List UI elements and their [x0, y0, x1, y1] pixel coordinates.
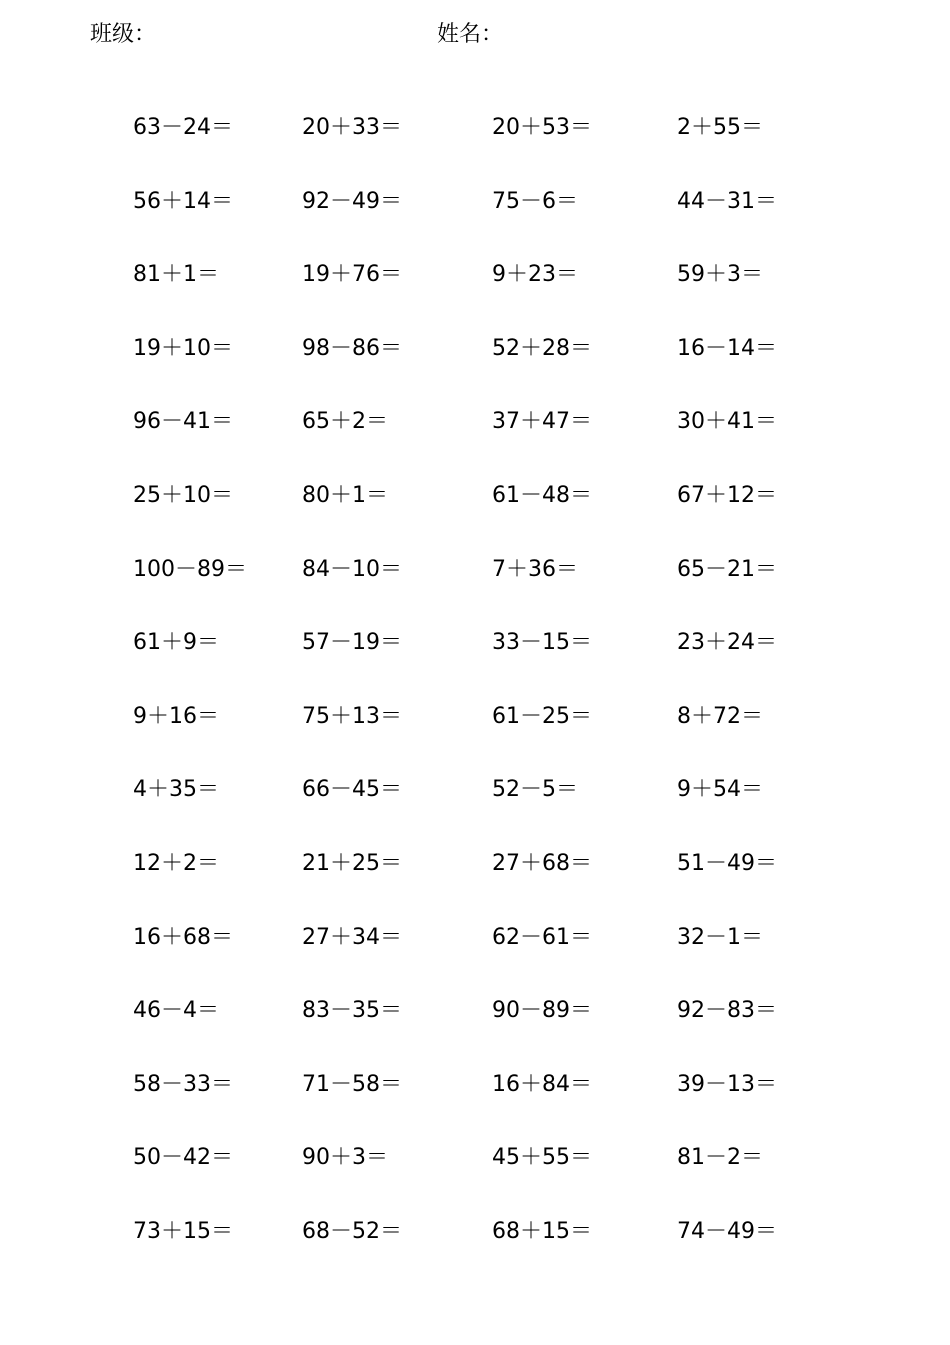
math-problem: 30＋41＝	[677, 409, 777, 435]
math-problem: 51－49＝	[677, 850, 777, 876]
math-problem: 83－35＝	[302, 998, 402, 1024]
math-problem: 27＋68＝	[492, 850, 592, 876]
math-problem: 16＋84＝	[492, 1071, 592, 1097]
math-problem: 9＋23＝	[492, 262, 578, 288]
math-problem: 39－13＝	[677, 1071, 777, 1097]
math-problem: 90＋3＝	[302, 1145, 388, 1171]
math-problem: 63－24＝	[133, 115, 233, 140]
math-problem: 20＋33＝	[302, 115, 402, 140]
math-problem: 59＋3＝	[677, 262, 763, 288]
math-problem: 74－49＝	[677, 1218, 777, 1244]
math-problem: 84－10＝	[302, 556, 402, 582]
math-problem: 2＋55＝	[677, 115, 763, 140]
math-problem: 21＋25＝	[302, 850, 402, 876]
math-problem: 19＋10＝	[133, 335, 233, 361]
math-problem: 52－5＝	[492, 777, 578, 803]
math-problem: 52＋28＝	[492, 335, 592, 361]
math-problem: 25＋10＝	[133, 482, 233, 508]
math-problem: 90－89＝	[492, 998, 592, 1024]
math-problem: 16＋68＝	[133, 924, 233, 950]
math-problem: 50－42＝	[133, 1145, 233, 1171]
math-problem: 92－49＝	[302, 188, 402, 214]
math-problem: 33－15＝	[492, 630, 592, 656]
name-label: 姓名：	[437, 22, 504, 47]
math-problem: 56＋14＝	[133, 188, 233, 214]
math-problem: 23＋24＝	[677, 630, 777, 656]
math-problem: 96－41＝	[133, 409, 233, 435]
math-problem: 98－86＝	[302, 335, 402, 361]
math-problem: 81－2＝	[677, 1145, 763, 1171]
math-problem: 65－21＝	[677, 556, 777, 582]
math-problem: 66－45＝	[302, 777, 402, 803]
math-problem: 9＋54＝	[677, 777, 763, 803]
math-problem: 73＋15＝	[133, 1218, 233, 1244]
class-label: 班级：	[90, 22, 157, 47]
math-problem: 32－1＝	[677, 924, 763, 950]
math-problem: 68－52＝	[302, 1218, 402, 1244]
math-problem: 81＋1＝	[133, 262, 219, 288]
math-problem: 7＋36＝	[492, 556, 578, 582]
math-problem: 61－25＝	[492, 703, 592, 729]
math-problem: 16－14＝	[677, 335, 777, 361]
math-problem: 46－4＝	[133, 998, 219, 1024]
math-problem: 19＋76＝	[302, 262, 402, 288]
math-problem: 27＋34＝	[302, 924, 402, 950]
math-problem: 100－89＝	[133, 556, 247, 582]
math-problem: 65＋2＝	[302, 409, 388, 435]
math-problem: 61－48＝	[492, 482, 592, 508]
math-problem: 4＋35＝	[133, 777, 219, 803]
math-problem: 45＋55＝	[492, 1145, 592, 1171]
math-problem: 57－19＝	[302, 630, 402, 656]
math-problem: 80＋1＝	[302, 482, 388, 508]
problem-grid	[133, 108, 813, 1286]
math-problem: 20＋53＝	[492, 115, 592, 140]
math-problem: 75－6＝	[492, 188, 578, 214]
math-problem: 71－58＝	[302, 1071, 402, 1097]
math-problem: 58－33＝	[133, 1071, 233, 1097]
math-problem: 44－31＝	[677, 188, 777, 214]
math-problem: 12＋2＝	[133, 850, 219, 876]
math-problem: 68＋15＝	[492, 1218, 592, 1244]
math-problem: 75＋13＝	[302, 703, 402, 729]
math-problem: 92－83＝	[677, 998, 777, 1024]
worksheet-header	[0, 18, 950, 52]
math-problem: 67＋12＝	[677, 482, 777, 508]
math-problem: 62－61＝	[492, 924, 592, 950]
math-problem: 9＋16＝	[133, 703, 219, 729]
math-problem: 37＋47＝	[492, 409, 592, 435]
math-problem: 8＋72＝	[677, 703, 763, 729]
math-problem: 61＋9＝	[133, 630, 219, 656]
